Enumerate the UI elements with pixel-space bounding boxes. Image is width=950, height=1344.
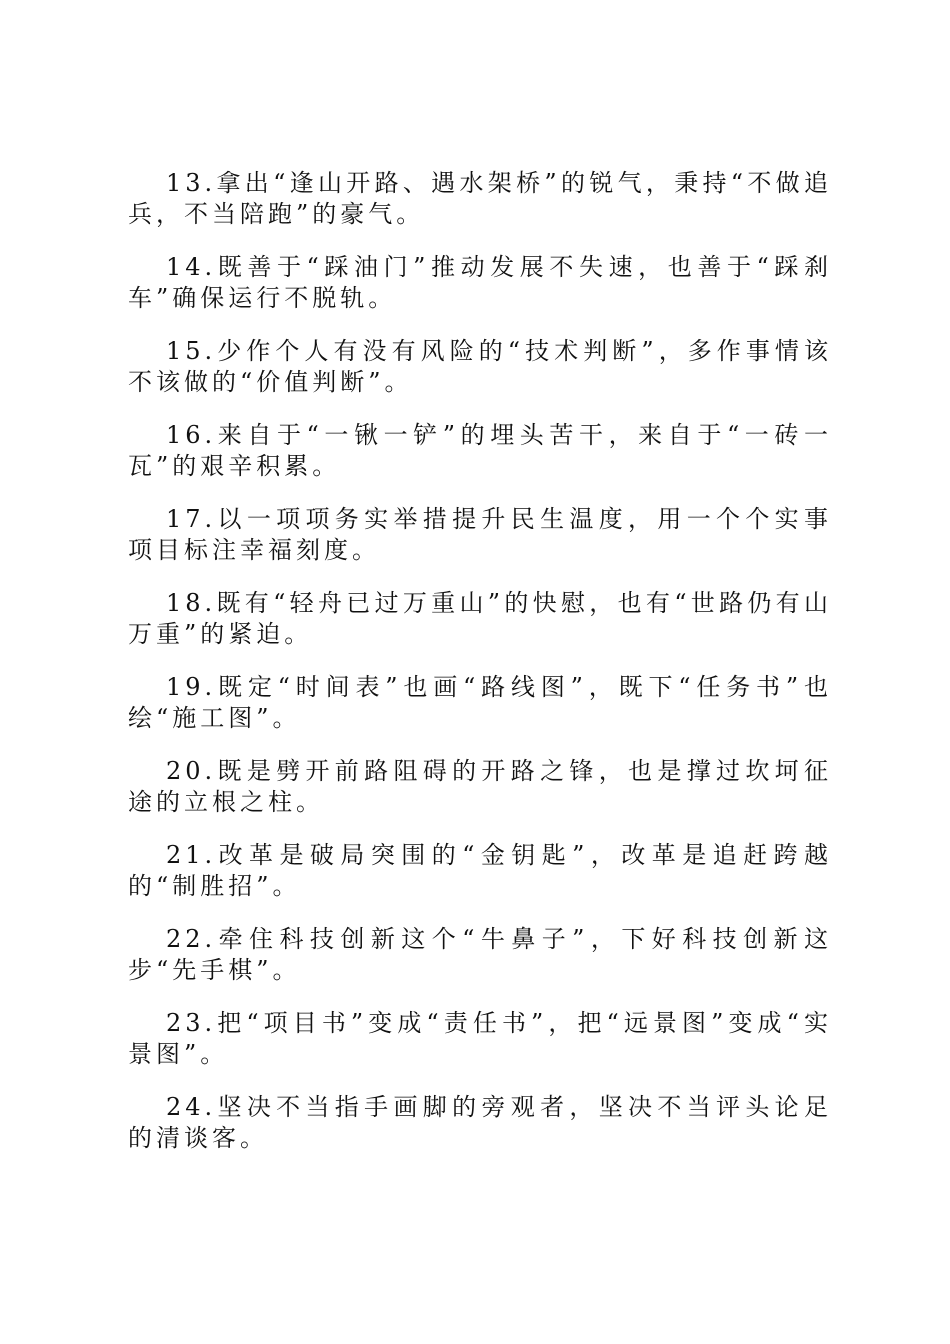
paragraph-19: 19.既定“时间表”也画“路线图”，既下“任务书”也绘“施工图”。 [128,673,832,732]
paragraph-17: 17.以一项项务实举措提升民生温度，用一个个实事项目标注幸福刻度。 [128,505,832,564]
paragraph-23: 23.把“项目书”变成“责任书”，把“远景图”变成“实景图”。 [128,1009,832,1068]
paragraph-13: 13.拿出“逢山开路、遇水架桥”的锐气，秉持“不做追兵，不当陪跑”的豪气。 [128,169,832,228]
paragraph-14: 14.既善于“踩油门”推动发展不失速，也善于“踩刹车”确保运行不脱轨。 [128,253,832,312]
paragraph-16: 16.来自于“一锹一铲”的埋头苦干，来自于“一砖一瓦”的艰辛积累。 [128,421,832,480]
paragraph-18: 18.既有“轻舟已过万重山”的快慰，也有“世路仍有山万重”的紧迫。 [128,589,832,648]
paragraph-22: 22.牵住科技创新这个“牛鼻子”，下好科技创新这步“先手棋”。 [128,925,832,984]
document-body [128,168,832,1176]
paragraph-15: 15.少作个人有没有风险的“技术判断”，多作事情该不该做的“价值判断”。 [128,337,832,396]
paragraph-24: 24.坚决不当指手画脚的旁观者，坚决不当评头论足的清谈客。 [128,1093,832,1152]
paragraph-20: 20.既是劈开前路阻碍的开路之锋，也是撑过坎坷征途的立根之柱。 [128,757,832,816]
paragraph-21: 21.改革是破局突围的“金钥匙”，改革是追赶跨越的“制胜招”。 [128,841,832,900]
